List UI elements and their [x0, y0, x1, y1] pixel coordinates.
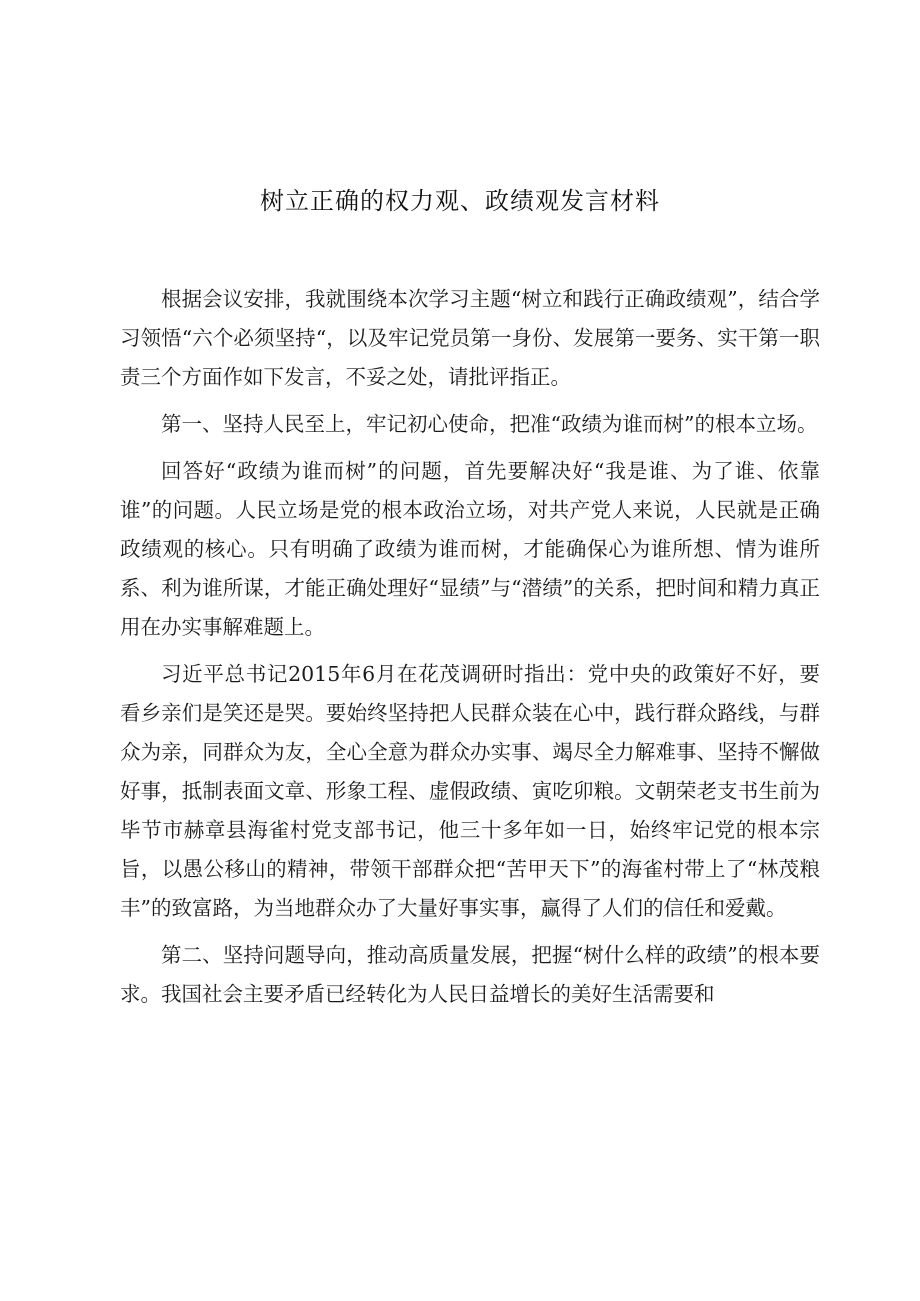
document-body — [120, 280, 820, 1022]
paragraph-intro: 根据会议安排，我就围绕本次学习主题“树立和践行正确政绩观”，结合学习领悟“六个必须坚持“，以及牢记党员第一身份、发展第一要务、实干第一职责三个方面作如下发言，不妥之处，请批评指正。 — [120, 287, 820, 389]
paragraph-section-one-heading: 第一、坚持人民至上，牢记初心使命，把准“政绩为谁而树”的根本立场。 — [161, 412, 818, 436]
paragraph-section-two: 第二、坚持问题导向，推动高质量发展，把握“树什么样的政绩”的根本要求。我国社会主要矛盾已经转化为人民日益增长的美好生活需要和 — [120, 943, 820, 1006]
document-title: 树立正确的权力观、政绩观发言材料 — [260, 187, 660, 215]
paragraph-section-one-body: 回答好“政绩为谁而树”的问题，首先要解决好“我是谁、为了谁、依靠谁”的问题。人民立场是党的根本政治立场，对共产党人来说，人民就是正确政绩观的核心。只有明确了政绩为谁而树，才能确保心为谁所想、情为谁所系、利为谁所谋，才能正确处理好“显绩”与“潜绩”的关系，把时间和精力真正用在办实事解难题上。 — [120, 459, 820, 639]
paragraph-section-one-example: 习近平总书记2015年6月在花茂调研时指出：党中央的政策好不好，要看乡亲们是笑还是哭。要始终坚持把人民群众装在心中，践行群众路线，与群众为亲，同群众为友，全心全意为群众办实事、竭尽全力解难事、坚持不懈做好事，抵制表面文章、形象工程、虚假政绩、寅吃卯粮。文朝荣老支书生前为毕节市赫章县海雀村党支部书记，他三十多年如一日，始终牢记党的根本宗旨，以愚公移山的精神，带领干部群众把“苦甲天下”的海雀村带上了“林茂粮丰”的致富路，为当地群众办了大量好事实事，赢得了人们的信任和爱戴。 — [120, 662, 820, 920]
